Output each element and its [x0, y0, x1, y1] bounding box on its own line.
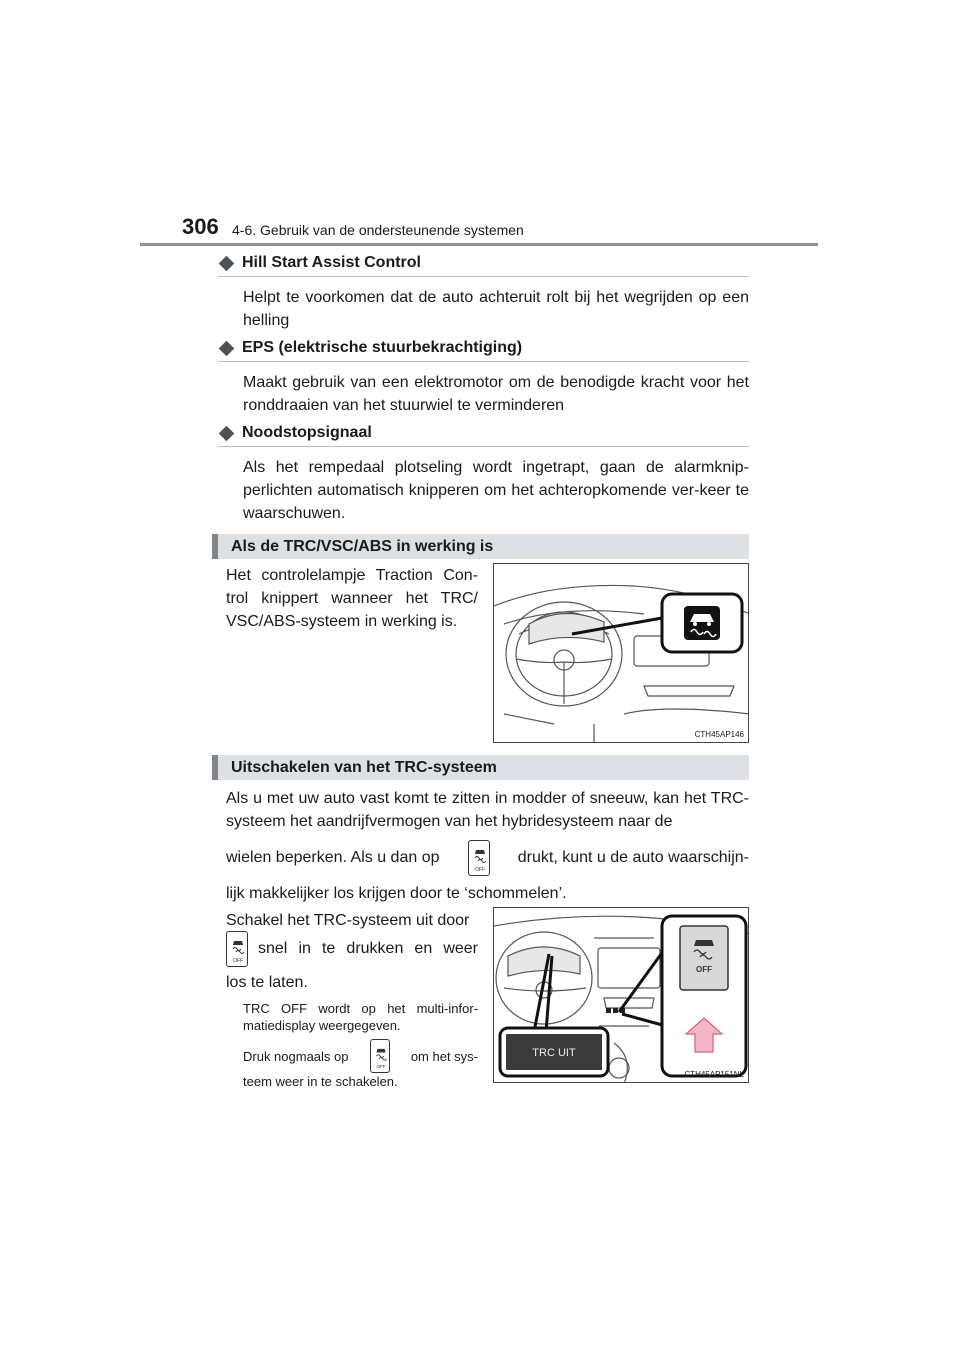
figure-dashboard-trc-off-switch [493, 907, 749, 1083]
band-heading-trc-active: Als de TRC/VSC/ABS in werking is [212, 534, 749, 559]
dashboard-illustration [494, 564, 749, 743]
section-heading-eps: EPS (elektrische stuurbekrachtiging) [218, 339, 522, 357]
figure-code: CTH45AP146 [694, 730, 744, 739]
trc-off-switch-icon [370, 1039, 390, 1073]
section-text-noodstop: Als het rempedaal plotseling wordt ingetrapt, gaan de alarmknip-perlichten automatisch knipperen om het achteropkomende ver-keer te waarschuwen. [243, 459, 749, 522]
trc-off-step-2: OFF snel in te drukken en weer [226, 930, 478, 968]
section-rule [218, 446, 749, 447]
section-heading-hill-start: Hill Start Assist Control [218, 254, 421, 272]
trc-off-text-3: lijk makkelijker los krijgen door te ‘schommelen’. [226, 885, 567, 902]
section-heading-noodstop: Noodstopsignaal [218, 424, 372, 442]
section-rule [218, 276, 749, 277]
trc-off-note-3: teem weer in te schakelen. [243, 1074, 398, 1089]
dashboard-switch-illustration [494, 908, 749, 1083]
band-heading-trc-off: Uitschakelen van het TRC-systeem [212, 755, 749, 780]
svg-text:OFF: OFF [376, 1063, 386, 1069]
page-number: 306 [182, 214, 219, 239]
trc-off-text-1: Als u met uw auto vast komt te zitten in modder of sneeuw, kan het TRC-systeem het aandrijfvermogen van het hybridesysteem naar de [226, 790, 749, 830]
trc-off-note-2: Druk nogmaals op OFF om het sys- [243, 1038, 478, 1074]
trc-off-step-1: Schakel het TRC-systeem uit door [226, 912, 470, 929]
section-text-eps: Maakt gebruik van een elektromotor om de benodigde kracht voor het ronddraaien van het stuurwiel te verminderen [243, 374, 749, 414]
trc-off-text-2: wielen beperken. Als u dan op OFF drukt, kunt u de auto waarschijn- [226, 838, 749, 878]
trc-active-text: Het controlelampje Traction Con-trol knippert wanneer het TRC/ VSC/ABS-systeem in werking is. [226, 567, 478, 630]
svg-text:OFF: OFF [474, 867, 485, 873]
diamond-bullet-icon [219, 255, 235, 271]
diamond-bullet-icon [219, 340, 235, 356]
trc-off-switch-icon [226, 931, 248, 967]
section-text-hill-start: Helpt te voorkomen dat de auto achteruit rolt bij het wegrijden op een helling [243, 289, 749, 329]
chapter-title: 4-6. Gebruik van de ondersteunende systemen [232, 222, 524, 238]
diamond-bullet-icon [219, 425, 235, 441]
trc-off-step-3: los te laten. [226, 974, 308, 991]
svg-text:OFF: OFF [233, 958, 243, 964]
trc-off-note-1: TRC OFF wordt op het multi-infor-matiedisplay weergegeven. [243, 1001, 478, 1033]
trc-uit-display-text: TRC UIT [532, 1047, 576, 1059]
header-rule [140, 243, 818, 246]
figure-dashboard-trc-indicator [493, 563, 749, 743]
section-rule [218, 361, 749, 362]
svg-text:OFF: OFF [696, 965, 712, 974]
figure-code: CTH45AP151NL [684, 1070, 744, 1079]
trc-off-switch-icon [468, 840, 490, 876]
